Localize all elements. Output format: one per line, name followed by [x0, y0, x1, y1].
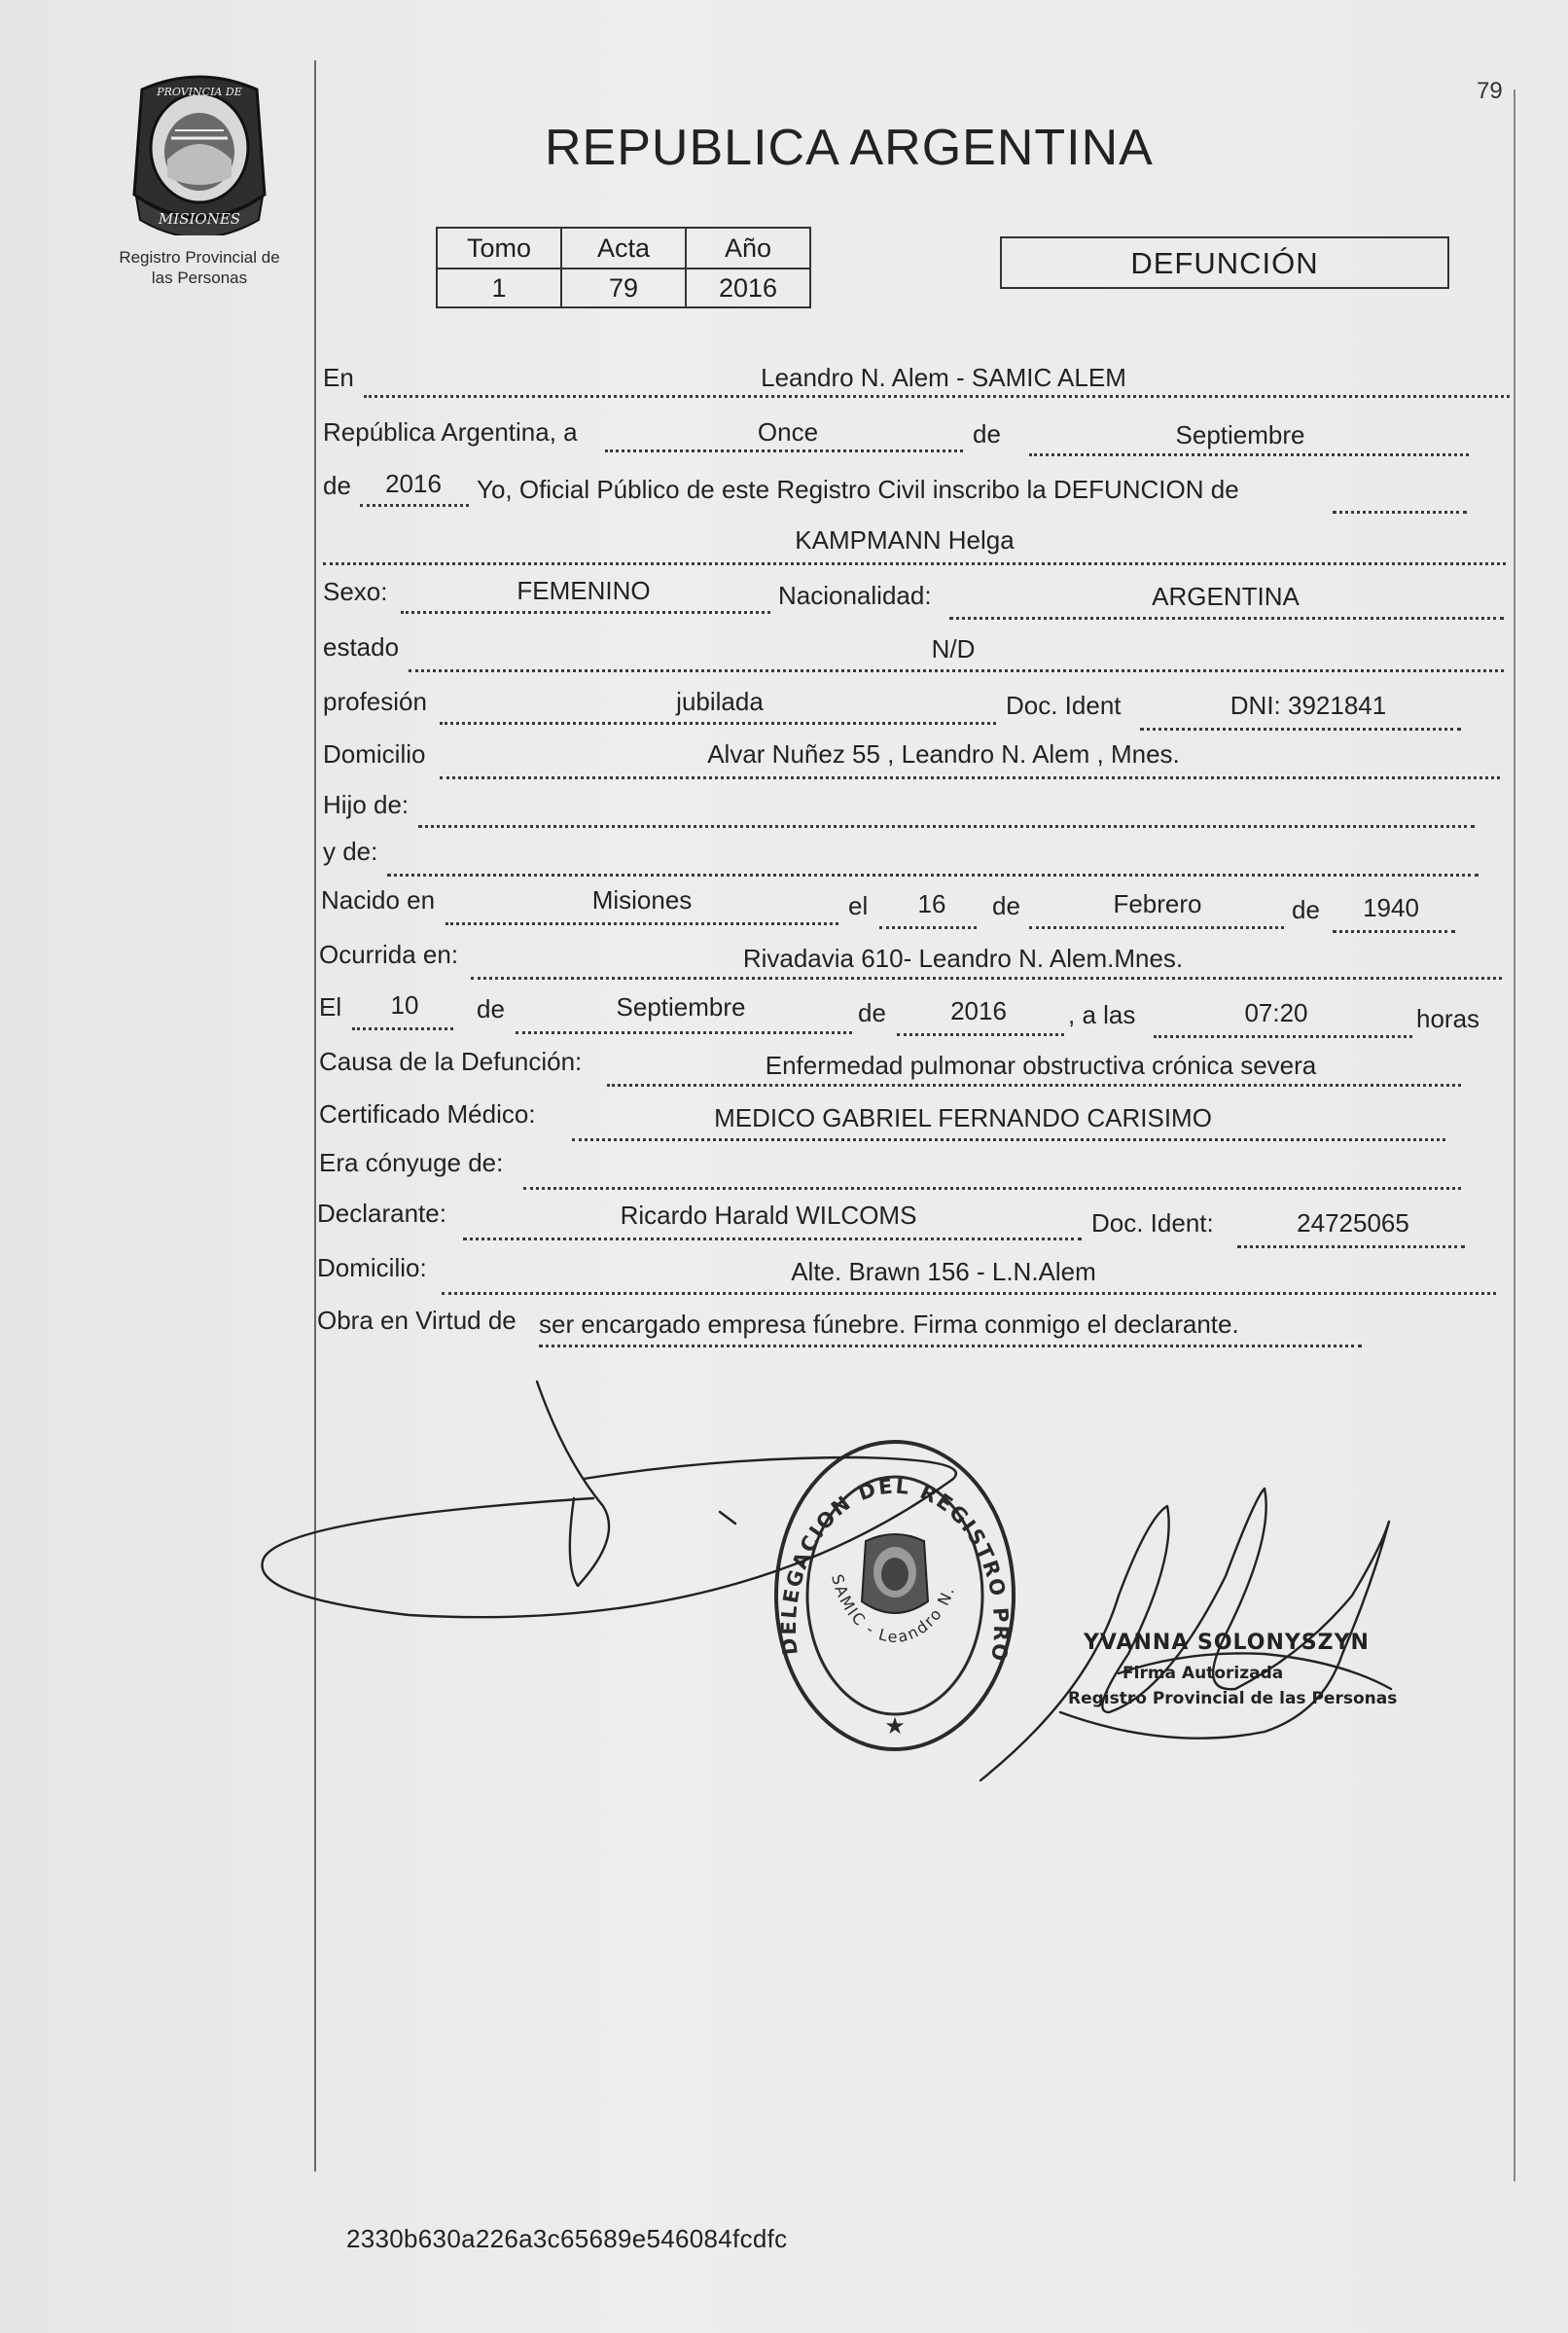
acta-header-acta: Acta	[561, 228, 686, 269]
sexo-dotted-line	[401, 611, 770, 614]
estado-value: N/D	[931, 634, 976, 664]
svg-text:MISIONES: MISIONES	[158, 210, 241, 228]
profesion-label: profesión	[323, 687, 427, 716]
doc-ident-dotted-line	[1140, 728, 1461, 731]
official-stamp	[759, 1430, 1031, 1761]
declarante-value: Ricardo Harald WILCOMS	[620, 1201, 917, 1230]
nacionalidad-dotted-line	[949, 617, 1504, 620]
nombre-dotted-line	[323, 562, 1506, 565]
mes-value: Septiembre	[1175, 420, 1305, 449]
obra-dotted-line	[539, 1345, 1362, 1347]
dia-dotted-line	[605, 449, 963, 452]
obra-label: Obra en Virtud de	[317, 1306, 517, 1335]
nac-de-label: de	[992, 891, 1020, 920]
nac-mes-dotted-line	[1029, 926, 1284, 929]
causa-dotted-line	[607, 1084, 1461, 1087]
nac-dia-value: 16	[917, 889, 946, 918]
nac-dia-dotted-line	[879, 926, 977, 929]
nombre-value: KAMPMANN Helga	[795, 525, 1015, 555]
nacido-dotted-line	[445, 922, 838, 925]
page-number: 79	[1477, 78, 1503, 104]
signer-name: YVANNA SOLONYSZYN	[1084, 1631, 1370, 1655]
def-de-label: de	[477, 994, 505, 1023]
doc-ident-value: DNI: 3921841	[1229, 691, 1387, 720]
nac-mes-value: Febrero	[1113, 889, 1202, 918]
republica-label: República Argentina, a	[323, 417, 578, 447]
registry-label-line2: las Personas	[151, 269, 248, 287]
certificado-value: MEDICO GABRIEL FERNANDO CARISIMO	[714, 1103, 1212, 1132]
profesion-value: jubilada	[676, 687, 764, 716]
svg-text:SAMIC - Leandro N. Alem: SAMIC - Leandro N.	[827, 1572, 959, 1646]
acta-value-anio: 2016	[686, 269, 810, 307]
el-label: el	[848, 891, 869, 920]
nacido-label: Nacido en	[321, 885, 436, 915]
country-title: REPUBLICA ARGENTINA	[545, 120, 1154, 176]
ocurrida-value: Rivadavia 610- Leandro N. Alem.Mnes.	[742, 944, 1184, 973]
alas-label: , a las	[1068, 1000, 1136, 1029]
en-value: Leandro N. Alem - SAMIC ALEM	[761, 363, 1126, 392]
de-label-2: de	[323, 471, 351, 500]
svg-text:DELEGACION DEL REGISTRO PROVIN: DELEGACION DEL REGISTRO PRO	[776, 1474, 1014, 1664]
estado-dotted-line	[409, 669, 1504, 672]
conyuge-dotted-line	[523, 1187, 1461, 1190]
inscribo-text: Yo, Oficial Público de este Registro Civil inscribo la DEFUNCION de	[477, 475, 1239, 504]
nac-anio-value: 1940	[1363, 893, 1419, 922]
record-type-box: DEFUNCIÓN	[1000, 236, 1449, 289]
en-dotted-line	[364, 395, 1510, 398]
ocurrida-label: Ocurrida en:	[319, 940, 459, 969]
decl-domicilio-label: Domicilio:	[317, 1253, 427, 1282]
hijo-de-dotted-line	[418, 825, 1475, 828]
decl-domicilio-value: Alte. Brawn 156 - L.N.Alem	[791, 1257, 1096, 1286]
svg-text:PROVINCIA DE: PROVINCIA DE	[157, 86, 242, 98]
profesion-dotted-line	[440, 722, 996, 725]
anio-dotted-line	[360, 504, 469, 507]
nacido-value: Misiones	[591, 885, 693, 915]
def-dia-value: 10	[390, 990, 419, 1020]
registry-label	[88, 247, 311, 288]
acta-header-tomo: Tomo	[437, 228, 561, 269]
sexo-label: Sexo:	[323, 577, 388, 606]
nac-de-label-2: de	[1292, 895, 1320, 924]
dia-value: Once	[757, 417, 819, 447]
registry-label-line1: Registro Provincial de	[119, 248, 280, 267]
estado-label: estado	[323, 632, 400, 662]
anio-value: 2016	[385, 469, 442, 498]
declarante-label: Declarante:	[317, 1199, 446, 1228]
horas-label: horas	[1416, 1004, 1480, 1033]
decl-doc-value: 24725065	[1297, 1208, 1409, 1238]
nac-anio-dotted-line	[1333, 930, 1455, 933]
sexo-value: FEMENINO	[517, 576, 651, 605]
signer-title: Firma Autorizada	[1123, 1664, 1284, 1683]
def-mes-value: Septiembre	[616, 992, 746, 1022]
decl-doc-dotted-line	[1237, 1245, 1465, 1248]
causa-label: Causa de la Defunción:	[319, 1047, 583, 1076]
right-margin-line	[1514, 90, 1515, 2181]
mes-dotted-line	[1029, 453, 1469, 456]
nacionalidad-label: Nacionalidad:	[778, 581, 932, 610]
certificado-dotted-line	[572, 1138, 1445, 1141]
declarante-dotted-line	[463, 1238, 1082, 1240]
acta-value-acta: 79	[561, 269, 686, 307]
ocurrida-dotted-line	[471, 977, 1502, 980]
nacionalidad-value: ARGENTINA	[1152, 582, 1300, 611]
en-label: En	[323, 363, 354, 392]
left-margin-line	[314, 60, 316, 2171]
conyuge-label: Era cónyuge de:	[319, 1148, 504, 1177]
inscribo-dotted-line	[1333, 511, 1467, 514]
el-2-label: El	[319, 992, 342, 1022]
document-hash: 2330b630a226a3c65689e546084fcdfc	[346, 2224, 788, 2253]
stamp-emblem-icon	[862, 1534, 928, 1613]
decl-domicilio-dotted-line	[442, 1292, 1496, 1295]
misiones-emblem-icon	[123, 70, 276, 235]
svg-text:★: ★	[884, 1713, 906, 1740]
domicilio-dotted-line	[440, 776, 1500, 779]
def-de-label-2: de	[858, 998, 886, 1027]
acta-table	[436, 227, 811, 308]
def-anio-dotted-line	[897, 1033, 1064, 1036]
acta-header-anio: Año	[686, 228, 810, 269]
def-dia-dotted-line	[352, 1027, 453, 1030]
signer-registry: Registro Provincial de las Personas	[1068, 1689, 1398, 1708]
domicilio-label: Domicilio	[323, 739, 426, 769]
certificado-label: Certificado Médico:	[319, 1099, 536, 1129]
def-anio-value: 2016	[950, 996, 1007, 1025]
y-de-dotted-line	[387, 874, 1479, 877]
causa-value: Enfermedad pulmonar obstructiva crónica severa	[765, 1051, 1317, 1080]
decl-doc-label: Doc. Ident:	[1091, 1208, 1214, 1238]
obra-value: ser encargado empresa fúnebre. Firma conmigo el declarante.	[539, 1310, 1239, 1339]
def-mes-dotted-line	[516, 1031, 852, 1034]
doc-ident-label: Doc. Ident	[1006, 691, 1122, 720]
hora-dotted-line	[1154, 1035, 1412, 1038]
de-label: de	[973, 419, 1001, 449]
domicilio-value: Alvar Nuñez 55 , Leandro N. Alem , Mnes.	[707, 739, 1180, 769]
acta-value-tomo: 1	[437, 269, 561, 307]
hora-value: 07:20	[1244, 998, 1308, 1027]
y-de-label: y de:	[323, 837, 378, 866]
hijo-de-label: Hijo de:	[323, 790, 410, 819]
